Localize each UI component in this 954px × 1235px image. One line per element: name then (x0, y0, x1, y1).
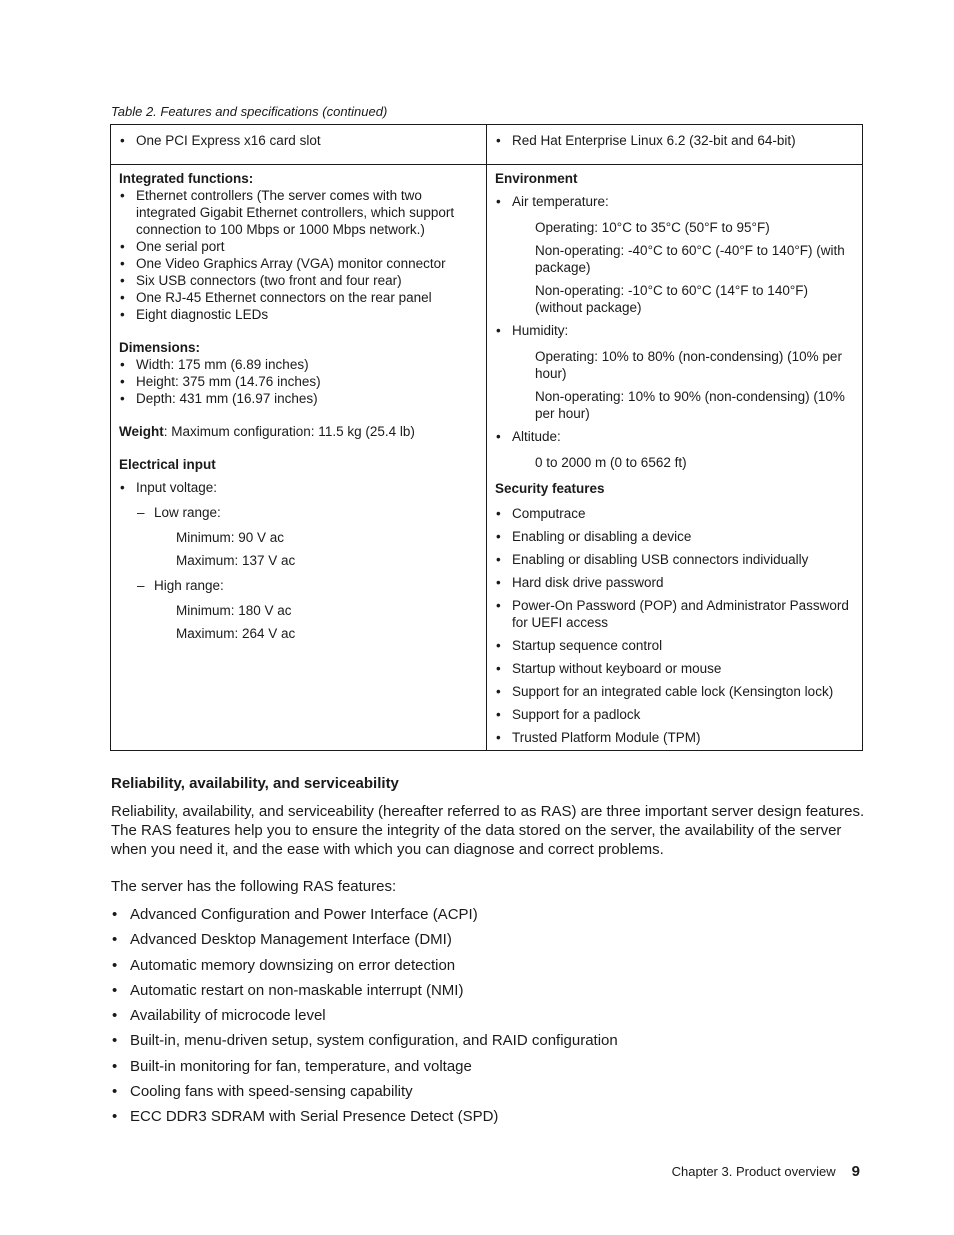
list-item: • Advanced Desktop Management Interface (DMI) (111, 930, 871, 949)
list-item: • One serial port (119, 238, 478, 255)
table-row (111, 125, 863, 165)
list-item: • Eight diagnostic LEDs (119, 306, 478, 323)
value-line: Maximum: 264 V ac (176, 626, 296, 641)
list-item: • Startup sequence control (495, 637, 854, 654)
section-heading: Electrical input (119, 457, 216, 472)
electrical-input-section (119, 456, 478, 642)
table-cell (111, 125, 487, 165)
list-item: • One RJ-45 Ethernet connectors on the rear panel (119, 289, 478, 306)
value-line: Minimum: 90 V ac (176, 530, 285, 545)
section-heading: Environment (495, 171, 578, 186)
weight-line (119, 423, 478, 440)
environment-section (495, 170, 854, 471)
list-item: • Power-On Password (POP) and Administrator Password for UEFI access (495, 597, 854, 631)
security-features-section (495, 480, 854, 746)
list-item: • Input voltage: (119, 479, 478, 496)
list-item: • Air temperature: (495, 193, 854, 210)
list-item: • Automatic memory downsizing on error detection (111, 956, 871, 975)
value-line: 0 to 2000 m (0 to 6562 ft) (535, 455, 687, 470)
value-line: Non-operating: 10% to 90% (non-condensing) (10% per hour) (535, 389, 845, 421)
list-item: • Red Hat Enterprise Linux 6.2 (32-bit and 64-bit) (495, 132, 854, 149)
list-item: • Automatic restart on non-maskable interrupt (NMI) (111, 981, 871, 1000)
list-item: – Low range: (119, 504, 478, 521)
weight-label: Weight (119, 424, 164, 439)
integrated-functions-section (119, 170, 478, 323)
table-row (111, 165, 863, 751)
list-item: • Enabling or disabling USB connectors individually (495, 551, 854, 568)
list-item: • One PCI Express x16 card slot (119, 132, 478, 149)
chapter-label: Chapter 3. Product overview (671, 1164, 836, 1179)
value-line: Operating: 10% to 80% (non-condensing) (10% per hour) (535, 349, 842, 381)
list-item: • Availability of microcode level (111, 1006, 871, 1025)
body-paragraph: Reliability, availability, and serviceability (hereafter referred to as RAS) are three important server design features. The RAS features help you to ensure the integrity of the data stored on the server, the availability of the server when you need it, and the ease with which you can diagnose and correct problems. (111, 803, 865, 858)
body-paragraph: The server has the following RAS features: (111, 878, 397, 895)
list-item: • Built-in monitoring for fan, temperature, and voltage (111, 1057, 871, 1076)
list-item: • Height: 375 mm (14.76 inches) (119, 373, 478, 390)
section-heading: Security features (495, 481, 605, 496)
list-item: – High range: (119, 577, 478, 594)
value-line: Non-operating: -10°C to 60°C (14°F to 140°F) (without package) (535, 283, 808, 315)
list-item: • Enabling or disabling a device (495, 528, 854, 545)
list-item: • Depth: 431 mm (16.97 inches) (119, 390, 478, 407)
table-cell-left (111, 165, 487, 751)
page-number: 9 (851, 1163, 860, 1180)
page-footer (672, 1163, 860, 1180)
ras-feature-list (111, 905, 871, 1133)
specifications-table (110, 124, 863, 751)
list-item: • Six USB connectors (two front and four rear) (119, 272, 478, 289)
value-line: Non-operating: -40°C to 60°C (-40°F to 140°F) (with package) (535, 243, 845, 275)
list-item: • Humidity: (495, 322, 854, 339)
weight-value: : Maximum configuration: 11.5 kg (25.4 lb) (163, 424, 415, 439)
section-title: Reliability, availability, and serviceability (111, 775, 399, 792)
list-item: • Advanced Configuration and Power Interface (ACPI) (111, 905, 871, 924)
value-line: Operating: 10°C to 35°C (50°F to 95°F) (535, 220, 770, 235)
list-item: • Startup without keyboard or mouse (495, 660, 854, 677)
list-item: • ECC DDR3 SDRAM with Serial Presence Detect (SPD) (111, 1107, 871, 1126)
list-item: • Ethernet controllers (The server comes with two integrated Gigabit Ethernet controllers, which support connection to 100 Mbps or 1000 Mbps network.) (119, 187, 478, 238)
list-item: • Built-in, menu-driven setup, system configuration, and RAID configuration (111, 1031, 871, 1050)
section-heading: Integrated functions: (119, 171, 254, 186)
list-item: • Support for an integrated cable lock (Kensington lock) (495, 683, 854, 700)
dimensions-section (119, 339, 478, 407)
list-item: • Cooling fans with speed-sensing capability (111, 1082, 871, 1101)
list-item: • Support for a padlock (495, 706, 854, 723)
list-item: • Width: 175 mm (6.89 inches) (119, 356, 478, 373)
table-caption: Table 2. Features and specifications (continued) (111, 104, 388, 119)
value-line: Maximum: 137 V ac (176, 553, 296, 568)
table-cell (487, 125, 863, 165)
section-heading: Dimensions: (119, 340, 201, 355)
list-item: • One Video Graphics Array (VGA) monitor connector (119, 255, 478, 272)
list-item: • Hard disk drive password (495, 574, 854, 591)
table-cell-right (487, 165, 863, 751)
list-item: • Trusted Platform Module (TPM) (495, 729, 854, 746)
value-line: Minimum: 180 V ac (176, 603, 292, 618)
list-item: • Computrace (495, 505, 854, 522)
list-item: • Altitude: (495, 428, 854, 445)
